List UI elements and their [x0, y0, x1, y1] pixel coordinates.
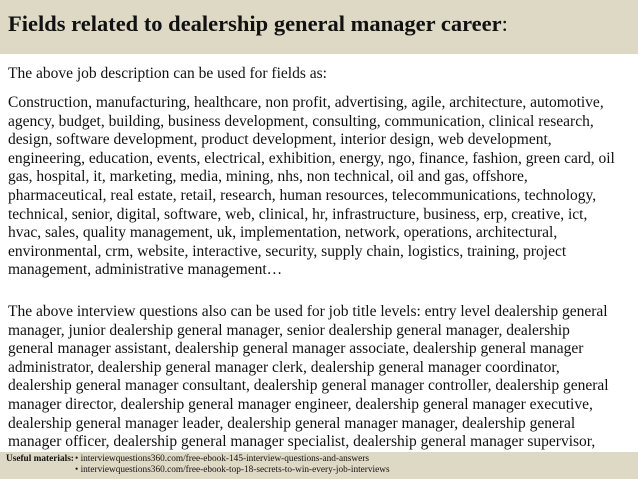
job-levels-paragraph — [8, 303, 636, 452]
levels-line: general manager assistant, dealership general manager associate, dealership general manager — [8, 340, 584, 358]
footer-link-ebook-145[interactable]: • interviewquestions360.com/free-ebook-145-interview-questions-and-answers — [75, 454, 369, 464]
levels-line: The above interview questions also can be used for job title levels: entry level dealership general — [8, 303, 608, 320]
levels-line: administrator, dealership general manager clerk, dealership general manager coordinator, — [8, 358, 560, 376]
fields-line: technical, senior, digital, software, web, clinical, hr, infrastructure, business, erp, creative, ict, — [8, 205, 588, 223]
page-title-text: Fields related to dealership general manager career — [8, 11, 502, 36]
page-title — [8, 11, 508, 37]
footer-link-ebook-top-18[interactable]: • interviewquestions360.com/free-ebook-top-18-secrets-to-win-every-job-interviews — [75, 465, 390, 475]
levels-line: manager, junior dealership general manager, senior dealership general manager, dealership — [8, 321, 570, 339]
fields-line: design, software development, product development, interior design, web development, — [8, 131, 552, 149]
page-title-colon: : — [501, 11, 508, 36]
fields-line: engineering, education, events, electrical, exhibition, energy, ngo, finance, fashion, green card, oil — [8, 149, 615, 167]
intro-text: The above job description can be used for fields as: — [8, 65, 327, 82]
fields-line: agency, budget, building, business development, consulting, communication, clinical research, — [8, 112, 594, 130]
footer-label: Useful materials: — [6, 454, 74, 464]
footer-banner — [0, 452, 638, 479]
levels-line: dealership general manager consultant, dealership general manager controller, dealership general — [8, 377, 609, 395]
fields-line: hvac, sales, quality management, uk, implementation, network, operations, architectural, — [8, 224, 558, 242]
title-banner — [0, 0, 638, 54]
levels-line: dealership general manager leader, dealership general manager manager, dealership general — [8, 414, 576, 432]
fields-line: environmental, crm, website, interactive, security, supply chain, logistics, training, project — [8, 242, 567, 260]
fields-paragraph — [8, 94, 636, 280]
fields-line: pharmaceutical, real estate, retail, research, human resources, telecommunications, technology, — [8, 186, 597, 204]
levels-line: manager director, dealership general manager engineer, dealership general manager executive, — [8, 395, 593, 413]
fields-line: Construction, manufacturing, healthcare, non profit, advertising, agile, architecture, automotive, — [8, 94, 604, 111]
levels-line: manager officer, dealership general manager specialist, dealership general manager supervisor, — [8, 433, 596, 451]
fields-line: management, administrative management… — [8, 261, 283, 279]
fields-line: gas, hospital, it, marketing, media, mining, nhs, non technical, oil and gas, offshore, — [8, 168, 528, 186]
